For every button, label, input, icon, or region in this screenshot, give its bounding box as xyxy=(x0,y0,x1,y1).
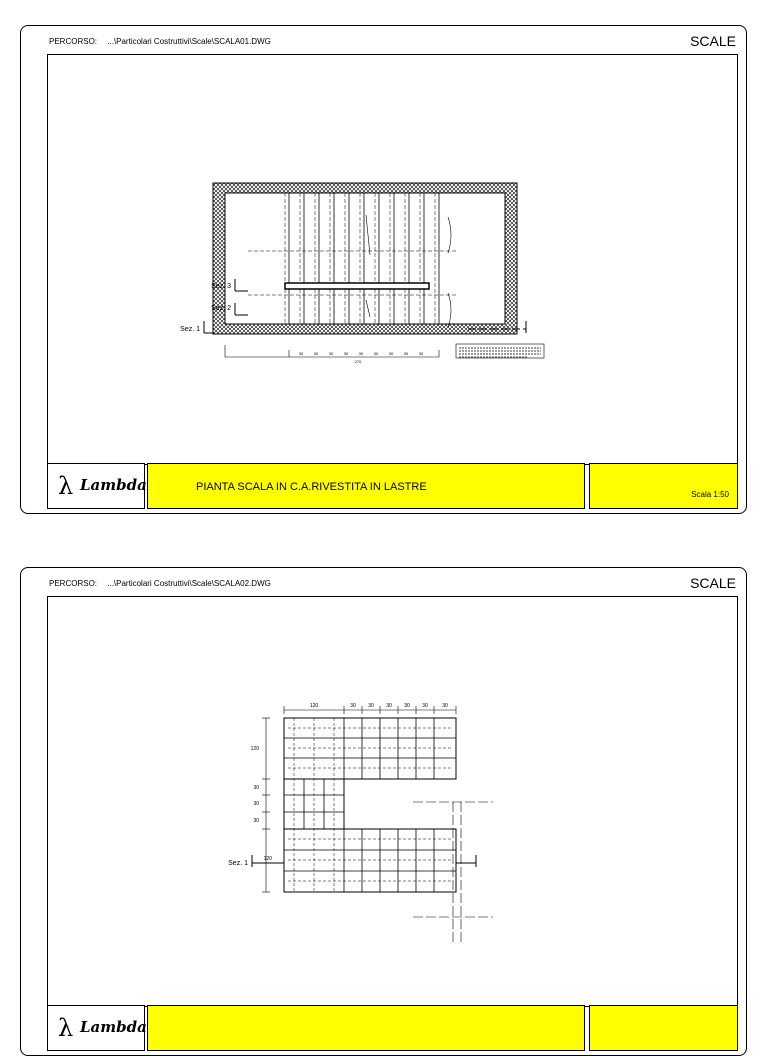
drawing-title-box xyxy=(147,1005,585,1051)
drawing-title: PIANTA SCALA IN C.A.RIVESTITA IN LASTRE xyxy=(196,481,427,493)
path-line xyxy=(49,579,271,588)
dim-label: 30 xyxy=(403,351,409,356)
slab-outline xyxy=(284,718,456,892)
lambda-icon: λ xyxy=(58,472,74,500)
dim-label: 30 xyxy=(328,351,334,356)
dim-label: 30 xyxy=(358,351,364,356)
top-dim-label: 30 xyxy=(442,703,448,709)
drawing-area xyxy=(47,596,738,1007)
dim-label: 30 xyxy=(298,351,304,356)
path-label: PERCORSO: xyxy=(49,37,98,46)
section-label-1: Sez. 1 xyxy=(180,326,200,333)
top-dim-label: 30 xyxy=(386,703,392,709)
company-logo xyxy=(47,463,145,509)
note-block xyxy=(456,344,544,358)
top-dim-label: 30 xyxy=(350,703,356,709)
section-label: Sez. 1 xyxy=(228,860,248,867)
top-dim-label: 30 xyxy=(422,703,428,709)
section-label-2: Sez. 2 xyxy=(211,305,231,312)
central-beam xyxy=(285,283,429,289)
left-dim-label: 30 xyxy=(253,801,259,807)
dim-label: 30 xyxy=(418,351,424,356)
drawing-title-box xyxy=(147,463,585,509)
left-dim-label: 120 xyxy=(263,856,272,862)
drawing-sheet-1 xyxy=(20,25,747,514)
scale-box xyxy=(589,463,738,509)
path-line xyxy=(49,37,271,46)
scale-label: Scala 1:50 xyxy=(691,490,729,499)
section-markers xyxy=(252,855,476,867)
left-dim-label: 120 xyxy=(250,746,259,752)
path-label: PERCORSO: xyxy=(49,579,98,588)
top-dim-label: 120 xyxy=(309,703,319,709)
path-value: ...\Particolari Costruttivi\Scale\SCALA02.DWG xyxy=(107,579,271,588)
title-block xyxy=(47,1005,738,1051)
rebar-lines xyxy=(288,718,452,892)
top-dim-label: 30 xyxy=(368,703,374,709)
left-dim-label: 30 xyxy=(253,818,259,824)
top-dim-label: 30 xyxy=(404,703,410,709)
landing-lines xyxy=(413,802,493,942)
sheet-title: SCALE xyxy=(690,575,736,591)
total-dim-label: 270 xyxy=(354,359,362,364)
scale-box xyxy=(589,1005,738,1051)
lambda-icon: λ xyxy=(58,1014,74,1042)
stair-slab-drawing xyxy=(48,597,739,1008)
slab-grid xyxy=(284,718,456,892)
dim-label: 30 xyxy=(373,351,379,356)
path-value: ...\Particolari Costruttivi\Scale\SCALA01.DWG xyxy=(107,37,271,46)
drawing-area xyxy=(47,54,738,465)
dim-label: 30 xyxy=(388,351,394,356)
company-name: Lambda xyxy=(80,476,147,494)
section-label-3: Sez. 3 xyxy=(211,283,231,290)
company-logo xyxy=(47,1005,145,1051)
dimension-lines xyxy=(262,706,456,892)
sheet-title: SCALE xyxy=(690,33,736,49)
stair-plan-drawing xyxy=(48,55,739,466)
company-name: Lambda xyxy=(80,1018,147,1036)
dim-label: 30 xyxy=(343,351,349,356)
left-dim-label: 30 xyxy=(253,785,259,791)
dim-label: 30 xyxy=(313,351,319,356)
title-block xyxy=(47,463,738,509)
stair-well xyxy=(225,193,505,324)
drawing-sheet-2 xyxy=(20,567,747,1056)
